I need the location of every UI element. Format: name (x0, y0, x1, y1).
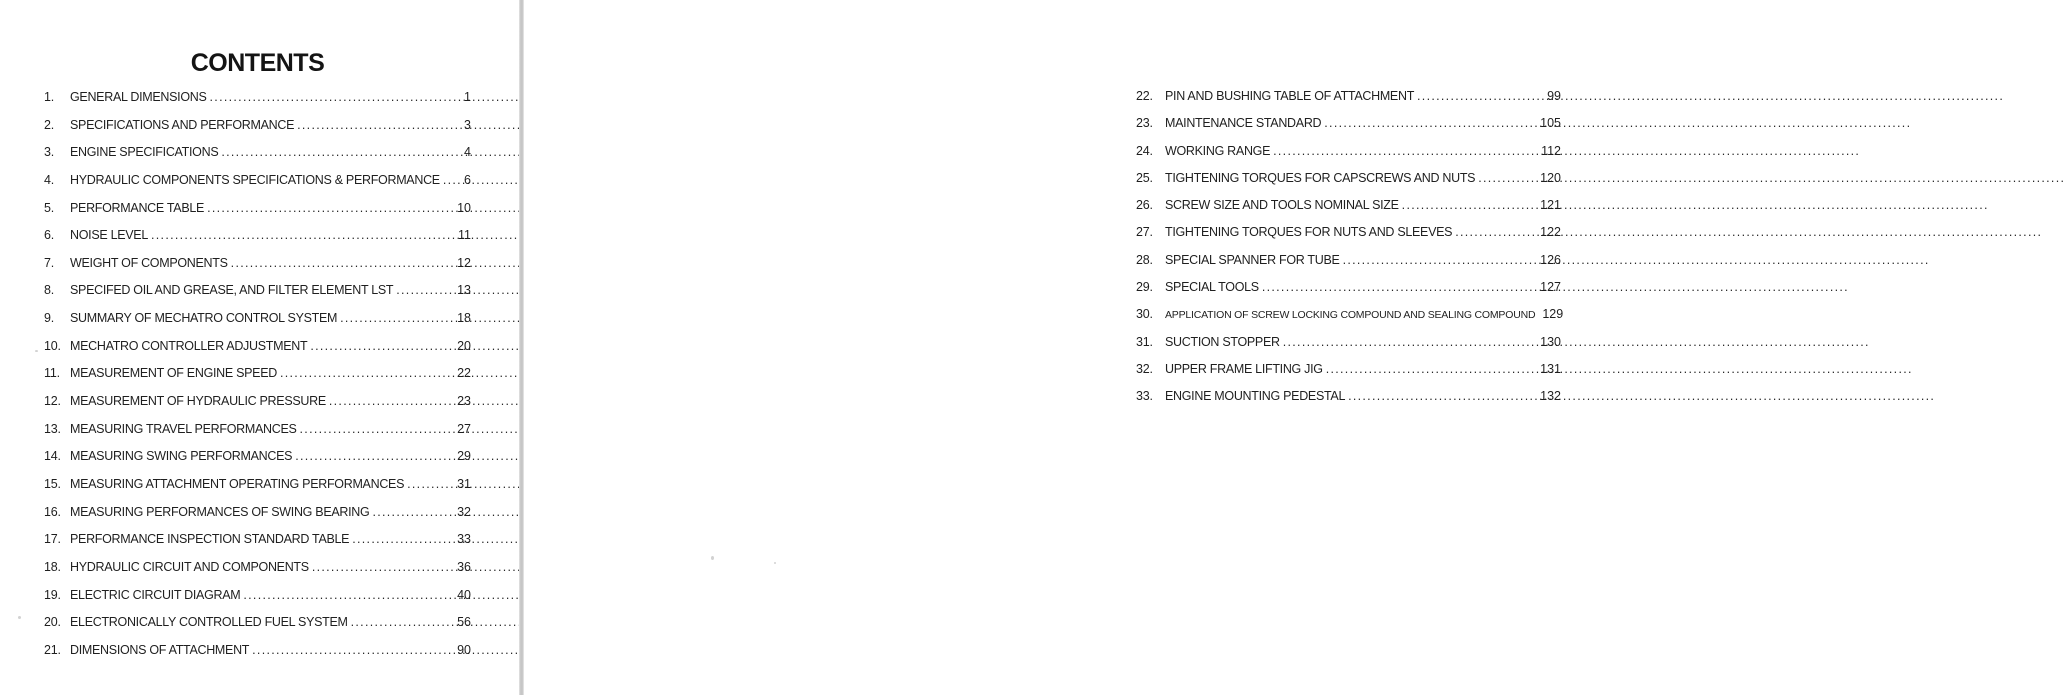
toc-entry (1136, 383, 1561, 410)
toc-list-left (44, 84, 471, 664)
scan-speckle (35, 350, 38, 352)
toc-entry-page: 126 (1540, 252, 1561, 267)
toc-entry-page: 121 (1540, 198, 1561, 213)
toc-entry-number: 13. (44, 421, 61, 436)
toc-entry-title: WEIGHT OF COMPONENTS (70, 255, 228, 270)
toc-entry-number: 2. (44, 117, 55, 132)
dot-leader (1417, 83, 1543, 110)
toc-entry-title: MECHATRO CONTROLLER ADJUSTMENT (70, 338, 308, 353)
toc-entry-number: 18. (44, 559, 61, 574)
toc-entry-number: 6. (44, 228, 55, 243)
toc-entry (44, 167, 471, 195)
toc-entry-page: 36 (457, 559, 471, 574)
toc-entry-page: 29 (457, 449, 471, 464)
toc-entry (44, 471, 471, 499)
toc-entry-page: 20 (457, 338, 471, 353)
toc-entry-title: SPECIAL SPANNER FOR TUBE (1165, 252, 1340, 267)
toc-entry (44, 84, 471, 112)
dot-leader (221, 139, 460, 167)
toc-entry (44, 637, 471, 665)
toc-page-left (0, 0, 519, 695)
dot-leader (352, 526, 453, 554)
dot-leader (443, 167, 460, 195)
toc-entry-number: 33. (1136, 389, 1153, 404)
toc-entry-page: 105 (1540, 116, 1561, 131)
toc-entry (1136, 138, 1561, 165)
toc-entry-page: 129 (1542, 307, 1564, 322)
toc-entry (44, 526, 471, 554)
scan-speckle (774, 562, 776, 564)
toc-entry-number: 19. (44, 587, 61, 602)
toc-entry (44, 609, 471, 637)
toc-entry-page: 90 (457, 642, 471, 657)
toc-entry-page: 56 (457, 615, 471, 630)
toc-entry-title: APPLICATION OF SCREW LOCKING COMPOUND AND SEALING COMPOUND (1165, 309, 1536, 322)
dot-leader (1478, 165, 1536, 192)
dot-leader (407, 471, 453, 499)
toc-entry-title: NOISE LEVEL (70, 228, 148, 243)
toc-entry-title: TIGHTENING TORQUES FOR CAPSCREWS AND NUTS (1165, 170, 1476, 185)
toc-entry-title: SPECIFED OIL AND GREASE, AND FILTER ELEMENT LST (70, 283, 394, 298)
toc-entry-page: 4 (464, 145, 471, 160)
toc-entry-number: 11. (44, 366, 60, 381)
toc-entry-page: 1 (464, 90, 471, 104)
toc-entry (44, 277, 471, 305)
toc-entry-page: 23 (457, 394, 471, 409)
toc-entry-number: 9. (44, 311, 55, 326)
toc-entry (1136, 301, 1564, 328)
scan-speckle (18, 616, 21, 619)
toc-entry (44, 388, 471, 416)
dot-leader (252, 637, 453, 665)
toc-entry-page: 112 (1541, 143, 1561, 158)
toc-list-right (1136, 83, 1564, 411)
toc-entry (44, 360, 471, 388)
toc-entry (44, 112, 471, 140)
toc-entry-title: ENGINE MOUNTING PEDESTAL (1165, 389, 1346, 404)
scan-speckle (711, 556, 714, 560)
dot-leader (351, 609, 453, 637)
toc-entry-page: 13 (457, 283, 471, 298)
toc-entry-title: SCREW SIZE AND TOOLS NOMINAL SIZE (1165, 198, 1399, 213)
toc-entry-page: 122 (1540, 225, 1561, 240)
toc-entry-number: 24. (1136, 143, 1153, 158)
toc-entry (44, 499, 471, 527)
toc-entry-page: 131 (1540, 361, 1561, 376)
toc-entry (44, 250, 471, 278)
toc-entry-number: 14. (44, 449, 61, 464)
toc-entry (1136, 165, 1561, 192)
toc-entry-page: 120 (1540, 170, 1561, 185)
toc-entry-page: 18 (457, 311, 471, 326)
toc-entry (1136, 219, 1561, 246)
toc-entry (44, 416, 471, 444)
dot-leader (1324, 110, 1536, 137)
toc-entry-page: 32 (457, 504, 471, 519)
toc-entry-number: 29. (1136, 280, 1153, 295)
toc-entry-page: 127 (1540, 280, 1561, 295)
toc-entry-number: 3. (44, 145, 55, 160)
toc-entry-page: 11 (458, 228, 471, 243)
toc-entry-page: 31 (457, 476, 471, 491)
dot-leader (312, 554, 453, 582)
toc-entry-page: 33 (457, 532, 471, 547)
toc-entry (44, 582, 471, 610)
dot-leader (1262, 274, 1536, 301)
toc-entry (44, 443, 471, 471)
dot-leader (243, 582, 453, 610)
toc-entry-title: MEASUREMENT OF ENGINE SPEED (70, 366, 277, 381)
toc-entry-number: 20. (44, 615, 61, 630)
toc-page-right (524, 0, 1564, 695)
page-title: CONTENTS (190, 49, 325, 77)
toc-entry-title: TIGHTENING TORQUES FOR NUTS AND SLEEVES (1165, 225, 1453, 240)
toc-entry-title: ELECTRIC CIRCUIT DIAGRAM (70, 587, 241, 602)
toc-entry-number: 32. (1136, 361, 1153, 376)
toc-entry-title: MEASURING SWING PERFORMANCES (70, 449, 293, 464)
dot-leader (231, 250, 453, 278)
toc-entry-title: SUMMARY OF MECHATRO CONTROL SYSTEM (70, 311, 338, 326)
toc-entry-title: MEASURING TRAVEL PERFORMANCES (70, 421, 297, 436)
toc-entry (44, 333, 471, 361)
toc-entry-page: 6 (464, 172, 471, 187)
dot-leader (1348, 383, 1536, 410)
toc-entry-page: 99 (1547, 89, 1561, 103)
toc-entry-page: 3 (464, 117, 471, 132)
toc-entry-title: ELECTRONICALLY CONTROLLED FUEL SYSTEM (70, 615, 348, 630)
toc-entry-page: 132 (1540, 389, 1561, 404)
dot-leader (396, 277, 453, 305)
toc-entry-number: 15. (44, 476, 61, 491)
toc-entry-title: PERFORMANCE INSPECTION STANDARD TABLE (70, 532, 350, 547)
toc-entry-number: 16. (44, 504, 61, 519)
dot-leader (300, 416, 454, 444)
toc-entry-title: ENGINE SPECIFICATIONS (70, 145, 219, 160)
dot-leader (1455, 219, 1536, 246)
toc-entry-number: 1. (44, 90, 55, 104)
toc-entry-number: 7. (44, 255, 55, 270)
dot-leader (280, 360, 453, 388)
toc-entry (44, 195, 471, 223)
toc-entry-number: 22. (1136, 89, 1153, 103)
dot-leader (310, 333, 453, 361)
toc-entry (44, 139, 471, 167)
toc-entry-title: UPPER FRAME LIFTING JIG (1165, 361, 1323, 376)
toc-entry-number: 26. (1136, 198, 1153, 213)
toc-entry-number: 21. (44, 642, 61, 657)
toc-entry (1136, 83, 1561, 110)
toc-entry-page: 27 (457, 421, 471, 436)
dot-leader (340, 305, 453, 333)
toc-entry (1136, 329, 1561, 356)
toc-entry (1136, 274, 1561, 301)
toc-entry-title: WORKING RANGE (1165, 143, 1271, 158)
toc-entry-number: 23. (1136, 116, 1153, 131)
toc-entry-title: SPECIAL TOOLS (1165, 280, 1259, 295)
toc-entry-title: HYDRAULIC COMPONENTS SPECIFICATIONS & PERFORMANCE (70, 172, 440, 187)
toc-entry-number: 27. (1136, 225, 1153, 240)
dot-leader (329, 388, 453, 416)
toc-entry-number: 5. (44, 200, 55, 215)
toc-entry-page: 22 (457, 366, 471, 381)
toc-entry (1136, 192, 1561, 219)
toc-entry-number: 30. (1136, 307, 1153, 322)
dot-leader (372, 499, 453, 527)
toc-entry-title: HYDRAULIC CIRCUIT AND COMPONENTS (70, 559, 309, 574)
toc-entry (44, 222, 471, 250)
dot-leader (1402, 192, 1536, 219)
toc-entry-number: 8. (44, 283, 55, 298)
toc-entry-number: 10. (44, 338, 61, 353)
toc-entry-page: 40 (457, 587, 471, 602)
toc-entry-title: PIN AND BUSHING TABLE OF ATTACHMENT (1165, 89, 1415, 103)
toc-entry (1136, 247, 1561, 274)
dot-leader (1326, 356, 1536, 383)
toc-entry-number: 31. (1136, 334, 1153, 349)
dot-leader (1273, 138, 1537, 165)
toc-entry (44, 305, 471, 333)
toc-entry-title: DIMENSIONS OF ATTACHMENT (70, 642, 250, 657)
toc-entry-page: 12 (457, 255, 471, 270)
toc-entry-title: MAINTENANCE STANDARD (1165, 116, 1322, 131)
toc-entry-number: 28. (1136, 252, 1153, 267)
dot-leader (207, 195, 453, 223)
toc-entry-number: 25. (1136, 170, 1153, 185)
dot-leader (210, 84, 461, 112)
toc-entry-title: GENERAL DIMENSIONS (70, 90, 207, 104)
dot-leader (151, 222, 454, 250)
toc-entry-page: 130 (1540, 334, 1561, 349)
toc-entry-title: MEASUREMENT OF HYDRAULIC PRESSURE (70, 394, 326, 409)
toc-entry (44, 554, 471, 582)
toc-entry-title: PERFORMANCE TABLE (70, 200, 205, 215)
toc-entry-title: MEASURING ATTACHMENT OPERATING PERFORMANCES (70, 476, 405, 491)
toc-entry (1136, 110, 1561, 137)
toc-entry (1136, 356, 1561, 383)
dot-leader (295, 443, 453, 471)
dot-leader (297, 112, 460, 140)
toc-entry-number: 17. (44, 532, 61, 547)
toc-entry-page: 10 (457, 200, 471, 215)
toc-entry-title: SPECIFICATIONS AND PERFORMANCE (70, 117, 295, 132)
toc-entry-title: SUCTION STOPPER (1165, 334, 1280, 349)
toc-entry-number: 12. (44, 394, 61, 409)
dot-leader (1283, 329, 1536, 356)
toc-entry-title: MEASURING PERFORMANCES OF SWING BEARING (70, 504, 370, 519)
toc-entry-number: 4. (44, 172, 55, 187)
dot-leader (1343, 247, 1537, 274)
